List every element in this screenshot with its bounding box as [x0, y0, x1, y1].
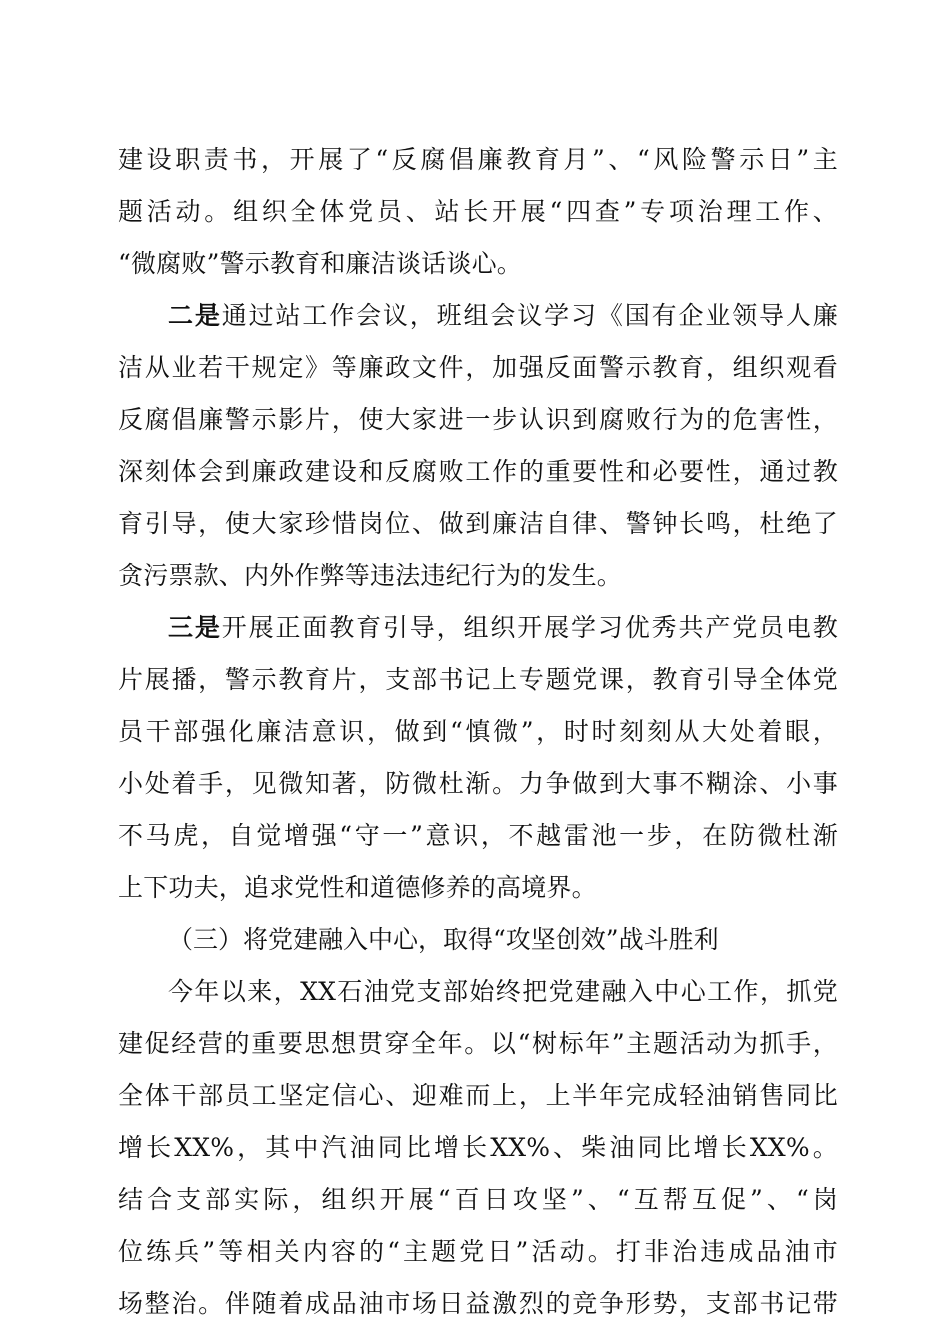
paragraph-3-line-2: 片展播，警示教育片，支部书记上专题党课，教育引导全体党 [118, 665, 838, 694]
paragraph-4-line-3: 全体干部员工坚定信心、迎难而上，上半年完成轻油销售同比 [118, 1081, 838, 1110]
paragraph-3-line-4: 小处着手，见微知著，防微杜渐。力争做到大事不糊涂、小事 [118, 769, 838, 798]
paragraph-2-line-3: 反腐倡廉警示影片，使大家进一步认识到腐败行为的危害性， [118, 405, 838, 434]
paragraph-2-lead: 二是 [168, 301, 222, 330]
paragraph-4-line-4: 增长XX%，其中汽油同比增长XX%、柴油同比增长XX%。 [118, 1133, 838, 1162]
paragraph-3-line-1 [168, 608, 838, 648]
paragraph-3-line-3: 员干部强化廉洁意识，做到“慎微”，时时刻刻从大处着眼， [118, 717, 838, 746]
paragraph-3-line-1-text: 开展正面教育引导，组织开展学习优秀共产党员电教 [221, 613, 838, 642]
section-heading: （三）将党建融入中心，取得“攻坚创效”战斗胜利 [168, 925, 719, 954]
paragraph-2-line-4: 深刻体会到廉政建设和反腐败工作的重要性和必要性，通过教 [118, 457, 838, 486]
paragraph-1-line-2: 题活动。组织全体党员、站长开展“四查”专项治理工作、 [118, 197, 838, 226]
paragraph-2-line-1 [168, 296, 838, 336]
paragraph-2-line-2: 洁从业若干规定》等廉政文件，加强反面警示教育，组织观看 [118, 353, 838, 382]
paragraph-2-line-1-text: 通过站工作会议，班组会议学习《国有企业领导人廉 [221, 301, 838, 330]
paragraph-3-line-5: 不马虎，自觉增强“守一”意识，不越雷池一步，在防微杜渐 [118, 821, 838, 850]
paragraph-1-line-3: “微腐败”警示教育和廉洁谈话谈心。 [118, 249, 522, 278]
paragraph-4-line-1: 今年以来，XX石油党支部始终把党建融入中心工作，抓党 [168, 977, 838, 1006]
paragraph-2-line-5: 育引导，使大家珍惜岗位、做到廉洁自律、警钟长鸣，杜绝了 [118, 509, 838, 538]
paragraph-4-line-5: 结合支部实际，组织开展“百日攻坚”、“互帮互促”、“岗 [118, 1185, 838, 1214]
paragraph-4-line-2: 建促经营的重要思想贯穿全年。以“树标年”主题活动为抓手， [118, 1029, 838, 1058]
paragraph-4-line-6: 位练兵”等相关内容的“主题党日”活动。打非治违成品油市 [118, 1237, 838, 1266]
paragraph-3-lead: 三是 [168, 613, 222, 642]
paragraph-2-line-6: 贪污票款、内外作弊等违法违纪行为的发生。 [118, 561, 623, 590]
paragraph-4-line-7: 场整治。伴随着成品油市场日益激烈的竞争形势，支部书记带 [118, 1289, 838, 1318]
paragraph-3-line-6: 上下功夫，追求党性和道德修养的高境界。 [118, 873, 597, 902]
paragraph-1-line-1: 建设职责书，开展了“反腐倡廉教育月”、“风险警示日”主 [118, 145, 838, 174]
